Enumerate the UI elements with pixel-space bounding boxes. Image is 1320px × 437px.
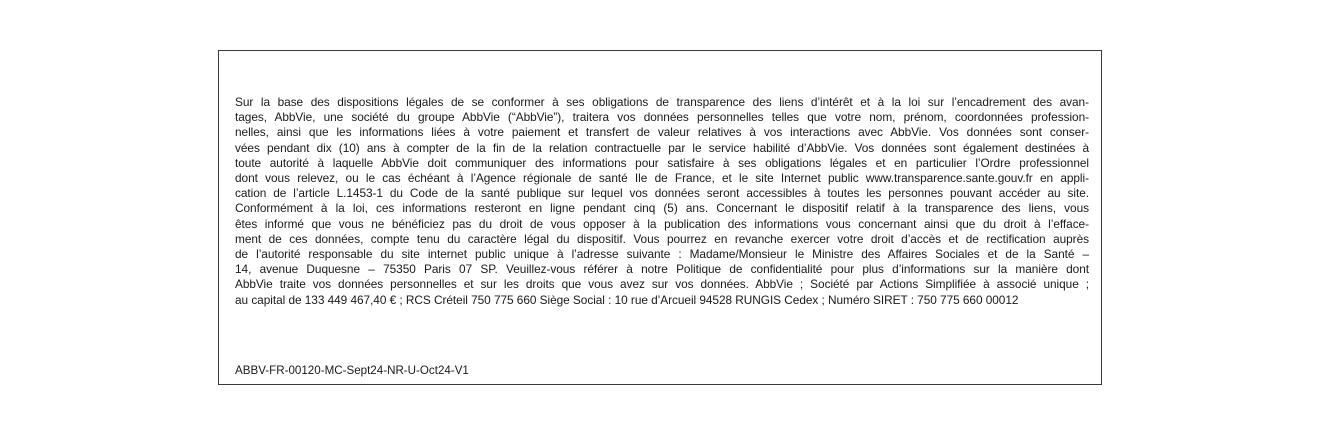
legal-notice-line: cation de l’article L.1453-1 du Code de la santé publique sur lequel vos données seront accessibles à toutes les personnes pouvant accéder au site. <box>235 186 1089 201</box>
legal-notice-line: de l’autorité responsable du site internet public unique à l’adresse suivante : Madame/Monsieur le Ministre des Affaires Sociales et de la Santé – <box>235 247 1089 262</box>
legal-notice-line: tages, AbbVie, une société du groupe AbbVie (“AbbVie”), traitera vos données personnelles telles que votre nom, prénom, coordonnées profession- <box>235 110 1089 125</box>
document-reference-code: ABBV-FR-00120-MC-Sept24-NR-U-Oct24-V1 <box>235 364 469 377</box>
legal-notice-line: toute autorité à laquelle AbbVie doit communiquer des informations pour satisfaire à ses obligations légales et en particulier l’Ordre professionnel <box>235 155 1089 170</box>
legal-notice-line: vées pendant dix (10) ans à compter de la fin de la relation contractuelle par le service habilité d’AbbVie. Vos données sont également destinées à <box>235 140 1089 155</box>
legal-notice-line: au capital de 133 449 467,40 € ; RCS Créteil 750 775 660 Siège Social : 10 rue d’Arcueil 94528 RUNGIS Cedex ; Numéro SIRET : 750 775 660 00012 <box>235 292 1019 307</box>
legal-notice-text <box>235 95 1089 308</box>
legal-notice-box <box>218 50 1102 385</box>
legal-notice-line: AbbVie traite vos données personnelles et sur les droits que vous avez sur vos données. AbbVie ; Société par Actions Simplifiée à associé unique ; <box>235 277 1089 292</box>
legal-notice-line: Conformément à la loi, ces informations resteront en ligne pendant cinq (5) ans. Concernant le dispositif relatif à la transparence des liens, vous <box>235 201 1089 216</box>
legal-notice-line: nelles, ainsi que les informations liées à votre paiement et transfert de valeur relatives à vos interactions avec AbbVie. Vos données sont conser- <box>235 125 1089 140</box>
legal-notice-line: dont vous relevez, ou le cas échéant à l’Agence régionale de santé Ile de France, et le site Internet public www.transparence.sante.gouv.fr en appli- <box>235 171 1089 186</box>
legal-notice-line: 14, avenue Duquesne – 75350 Paris 07 SP. Veuillez-vous référer à notre Politique de confidentialité pour plus d’informations sur la manière dont <box>235 262 1089 277</box>
legal-notice-line: êtes informé que vous ne bénéficiez pas du droit de vous opposer à la publication des informations vous concernant ainsi que du droit à l’efface- <box>235 216 1089 231</box>
legal-notice-line: ment de ces données, compte tenu du caractère légal du dispositif. Vous pourrez en revanche exercer votre droit d’accès et de rectification auprès <box>235 231 1089 246</box>
legal-notice-line: Sur la base des dispositions légales de se conformer à ses obligations de transparence des liens d’intérêt et à la loi sur l’encadrement des avan- <box>235 95 1089 109</box>
